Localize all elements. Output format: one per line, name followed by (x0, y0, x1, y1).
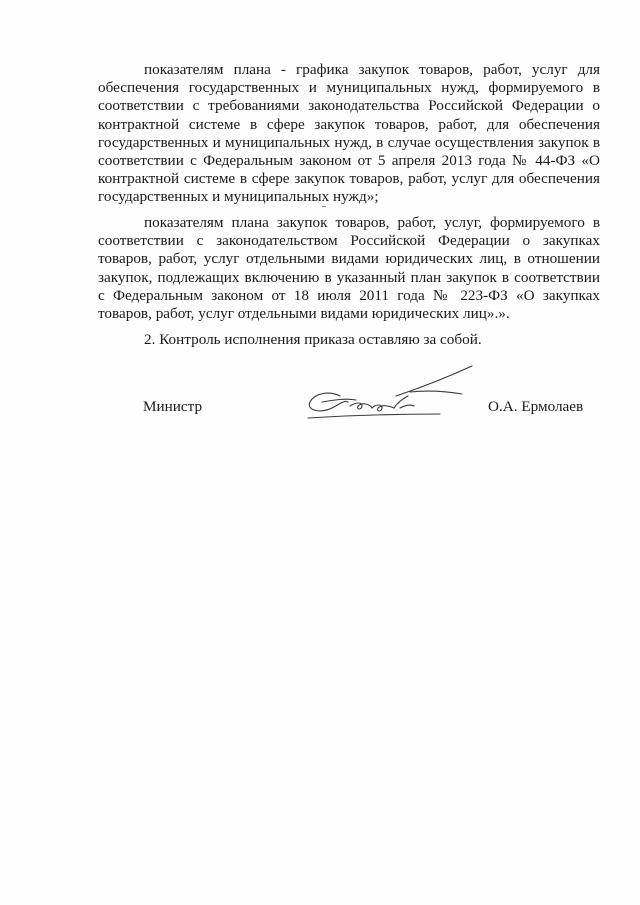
stray-mark (322, 206, 326, 207)
paragraph-procurement-plan: показателям плана закупок товаров, работ, услуг, формируемого в соответствии с законодательством Российской Федерации о закупках товаров, работ, услуг отдельными видами юридических лиц, в отношении закупок, подлежащих включению в указанный план закупок в соответствии с Федеральным законом от 18 июля 2011 года № 223-ФЗ «О закупках товаров, работ, услуг отдельными видами юридических лиц».». (98, 214, 600, 323)
paragraph-plan-schedule: показателям плана - графика закупок товаров, работ, услуг для обеспечения государственных и муниципальных нужд, формируемого в соответствии с требованиями законодательства Российской Федерации о контрактной системе в сфере закупок товаров, работ, для обеспечения государственных и муниципальных нужд, в случае осуществления закупок в соответствии с Федеральным законом от 5 апреля 2013 года № 44-ФЗ «О контрактной системе в сфере закупок товаров, работ, услуг для обеспечения государственных и муниципальных нужд»; (98, 61, 600, 206)
paragraph-control-clause: 2. Контроль исполнения приказа оставляю за собой. (144, 331, 482, 348)
signatory-title: Министр (143, 398, 203, 415)
signatory-name: О.А. Ермолаев (488, 398, 584, 415)
handwritten-signature (300, 362, 480, 424)
